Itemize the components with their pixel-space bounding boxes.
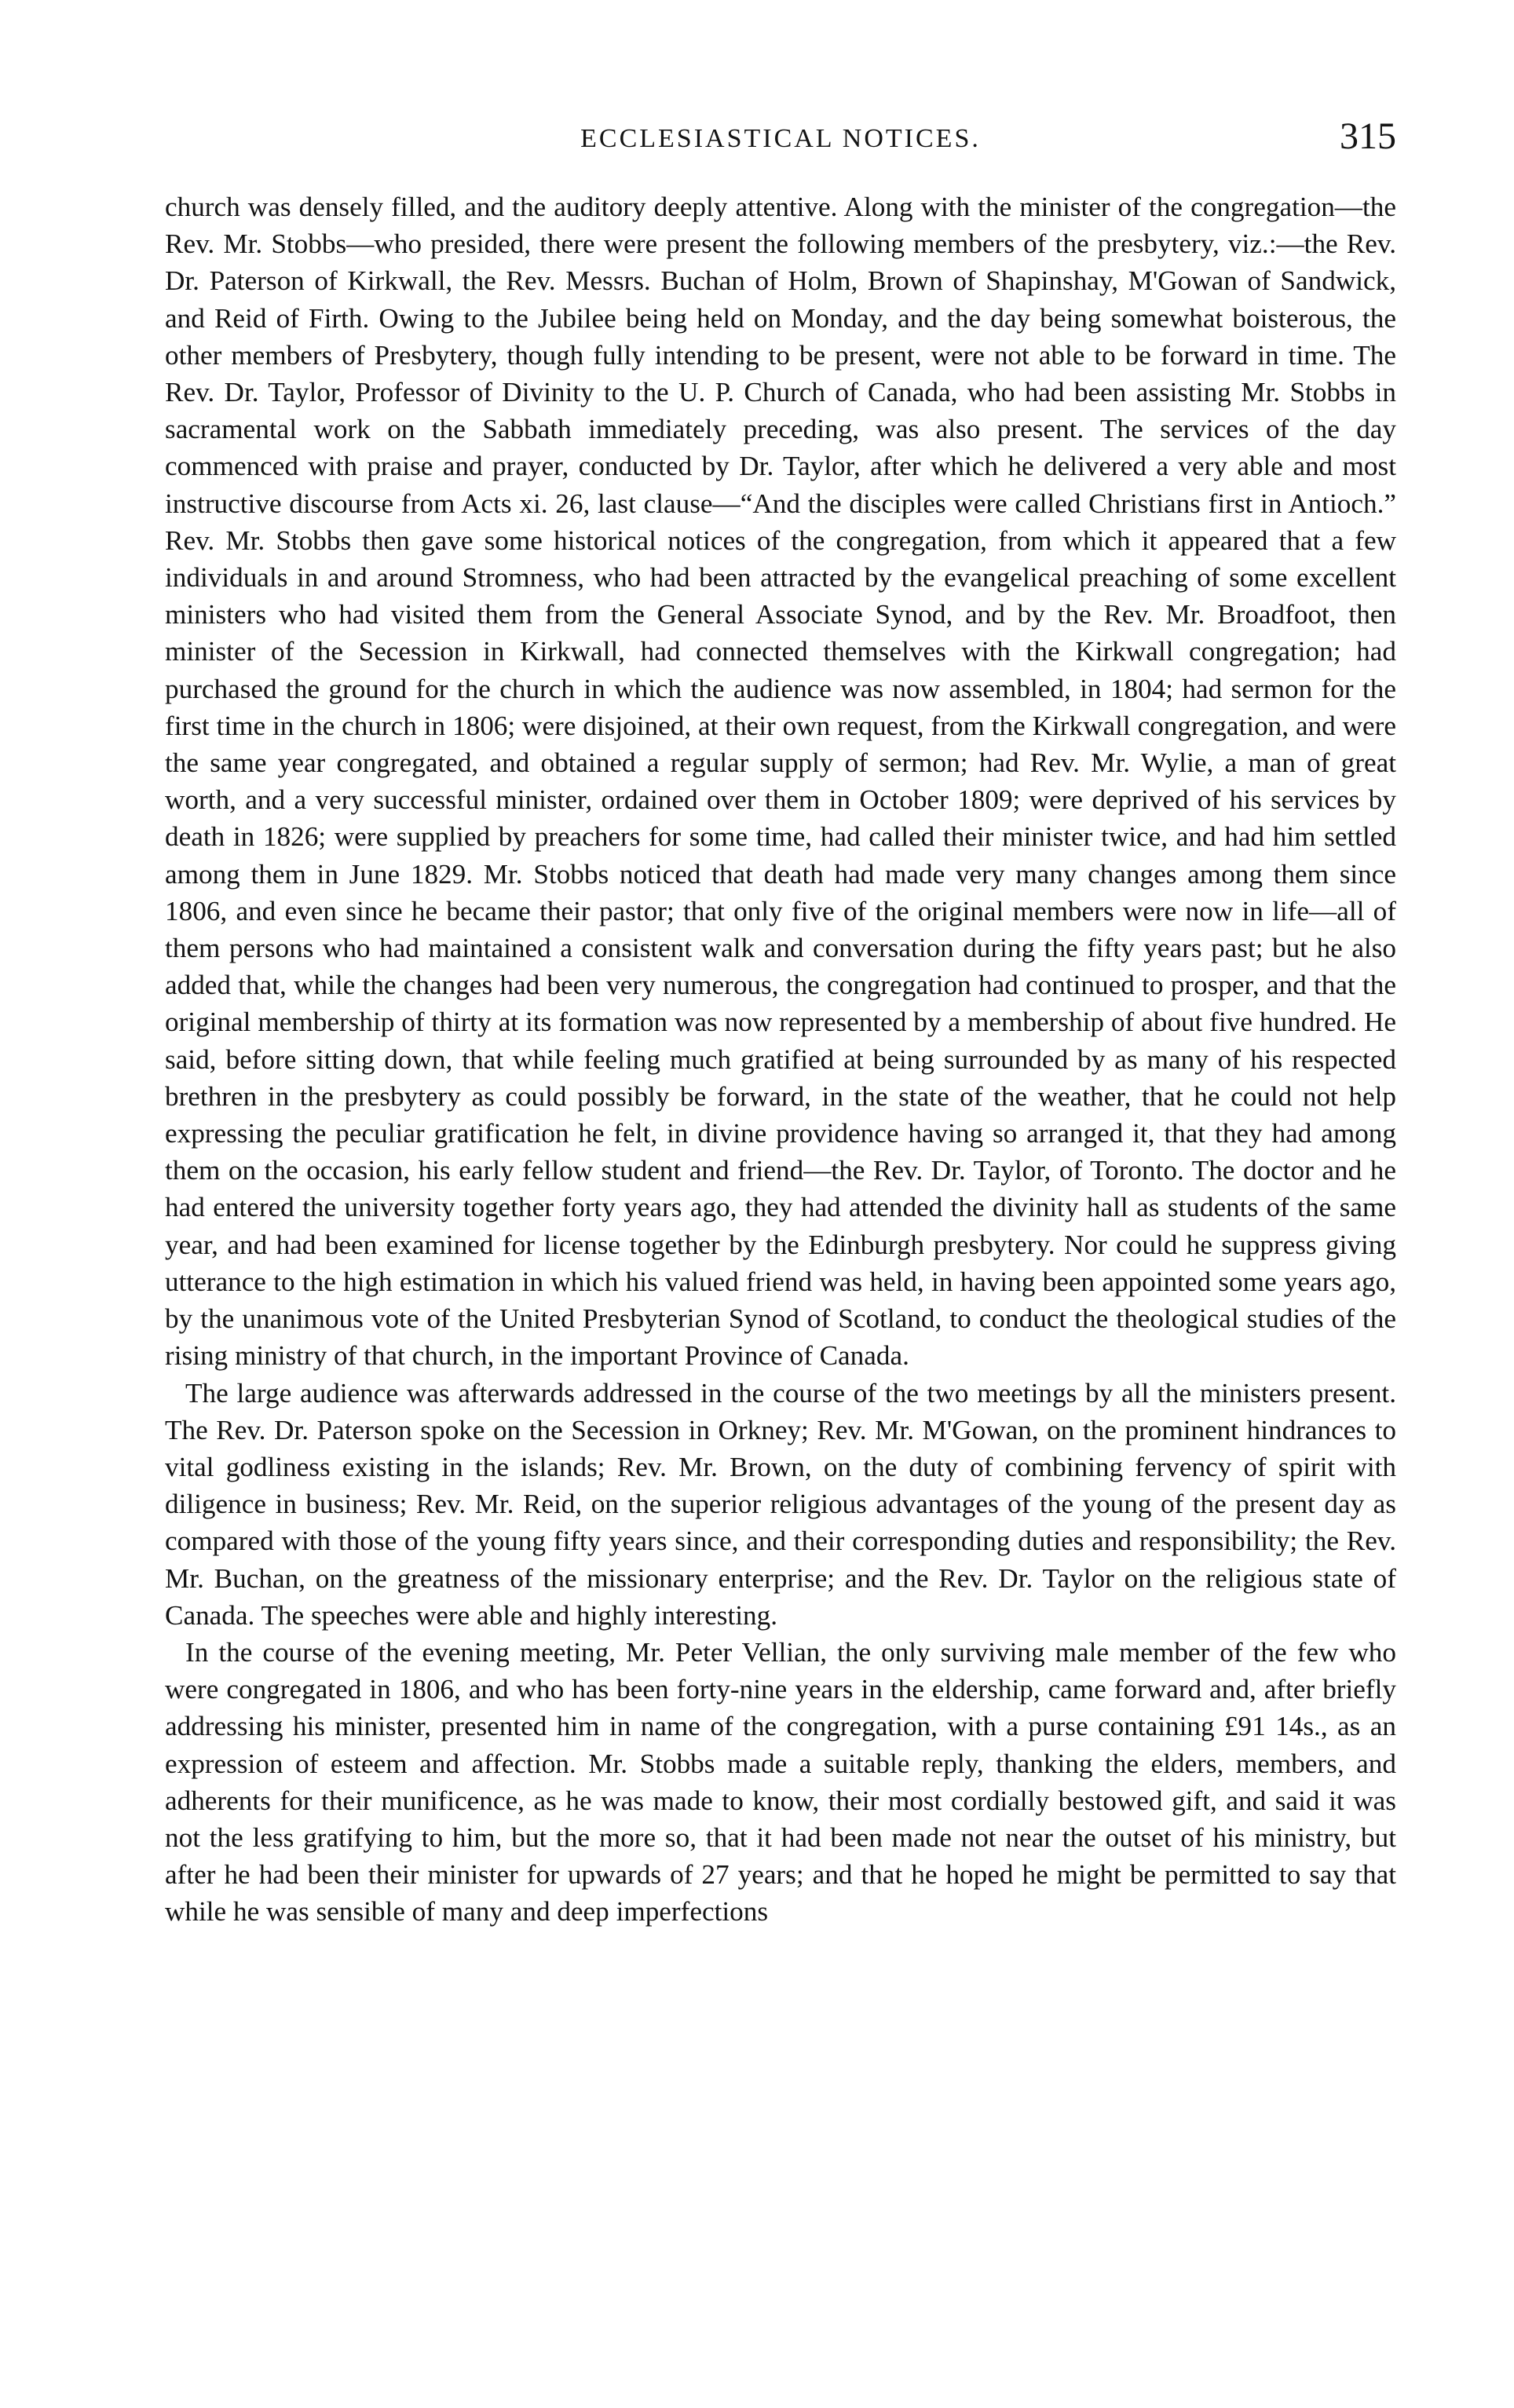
page-header bbox=[165, 115, 1396, 173]
running-title: ECCLESIASTICAL NOTICES. bbox=[580, 124, 981, 153]
paragraph-1: church was densely filled, and the auditory deeply attentive. Along with the minister of the congregation—the Rev. Mr. Stobbs—who presided, there were present the following members of the presbytery, viz.:—the Rev. Dr. Paterson of Kirkwall, the Rev. Messrs. Buchan of Holm, Brown of Shapinshay, M'Gowan of Sandwick, and Reid of Firth. Owing to the Jubilee being held on Monday, and the day being somewhat boisterous, the other members of Presbytery, though fully intending to be present, were not able to be forward in time. The Rev. Dr. Taylor, Professor of Divinity to the U. P. Church of Canada, who had been assisting Mr. Stobbs in sacramental work on the Sabbath immediately preceding, was also present. The services of the day commenced with praise and prayer, conducted by Dr. Taylor, after which he delivered a very able and most instructive discourse from Acts xi. 26, last clause—“And the disciples were called Christians first in Antioch.” Rev. Mr. Stobbs then gave some historical notices of the congregation, from which it appeared that a few individuals in and around Stromness, who had been attracted by the evangelical preaching of some excellent ministers who had visited them from the General Associate Synod, and by the Rev. Mr. Broadfoot, then minister of the Secession in Kirkwall, had connected themselves with the Kirkwall congregation; had purchased the ground for the church in which the audience was now assembled, in 1804; had sermon for the first time in the church in 1806; were disjoined, at their own request, from the Kirkwall congregation, and were the same year congregated, and obtained a regular supply of sermon; had Rev. Mr. Wylie, a man of great worth, and a very successful minister, ordained over them in October 1809; were deprived of his services by death in 1826; were supplied by preachers for some time, had called their minister twice, and had him settled among them in June 1829. Mr. Stobbs noticed that death had made very many changes among them since 1806, and even since he became their pastor; that only five of the original members were now in life—all of them persons who had maintained a consistent walk and conversation during the fifty years past; but he also added that, while the changes had been very numerous, the congregation had continued to prosper, and that the original membership of thirty at its formation was now represented by a membership of about five hundred. He said, before sitting down, that while feeling much gratified at being surrounded by as many of his respected brethren in the presbytery as could possibly be forward, in the state of the weather, that he could not help expressing the peculiar gratification he felt, in divine providence having so arranged it, that they had among them on the occasion, his early fellow student and friend—the Rev. Dr. Taylor, of Toronto. The doctor and he had entered the university together forty years ago, they had attended the divinity hall as students of the same year, and had been examined for license together by the Edinburgh presbytery. Nor could he suppress giving utterance to the high estimation in which his valued friend was held, in having been appointed some years ago, by the unanimous vote of the United Presbyterian Synod of Scotland, to conduct the theological studies of the rising ministry of that church, in the important Province of Canada. bbox=[165, 192, 1396, 1372]
paragraph-2: The large audience was afterwards addressed in the course of the two meetings by all the ministers present. The Rev. Dr. Paterson spoke on the Secession in Orkney; Rev. Mr. M'Gowan, on the prominent hindrances to vital godliness existing in the islands; Rev. Mr. Brown, on the duty of combining fervency of spirit with diligence in business; Rev. Mr. Reid, on the superior religious advantages of the young of the present day as compared with those of the young fifty years since, and their corresponding duties and responsibility; the Rev. Mr. Buchan, on the greatness of the missionary enterprise; and the Rev. Dr. Taylor on the religious state of Canada. The speeches were able and highly interesting. bbox=[165, 1377, 1396, 1631]
document-page bbox=[165, 115, 1396, 1931]
body-text bbox=[165, 188, 1396, 1931]
page-number: 315 bbox=[1340, 115, 1396, 157]
paragraph-3: In the course of the evening meeting, Mr. Peter Vellian, the only surviving male member of the few who were congregated in 1806, and who has been forty-nine years in the eldership, came forward and, after briefly addressing his minister, presented him in name of the congregation, with a purse containing £91 14s., as an expression of esteem and affection. Mr. Stobbs made a suitable reply, thanking the elders, members, and adherents for their munificence, as he was made to know, their most cordially bestowed gift, and said it was not the less gratifying to him, but the more so, that it had been made not near the outset of his ministry, but after he had been their minister for upwards of 27 years; and that he hoped he might be permitted to say that while he was sensible of many and deep imperfections bbox=[165, 1636, 1396, 1927]
